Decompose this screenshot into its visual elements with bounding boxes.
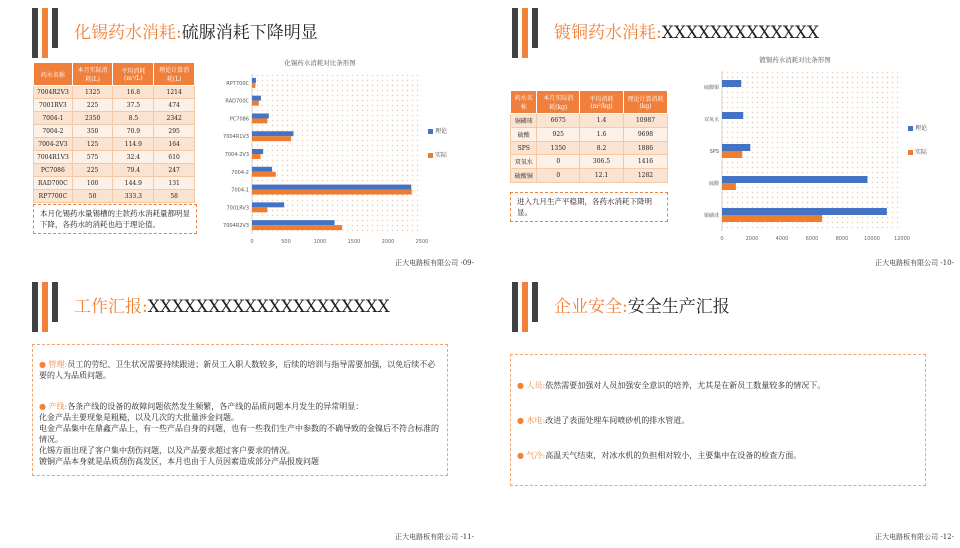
table-cell: 575	[72, 151, 113, 164]
table-cell: 225	[72, 164, 113, 177]
y-tick-label: RAD700C	[225, 98, 249, 105]
legend-item	[908, 147, 927, 156]
table-cell: 2350	[72, 112, 113, 125]
legend-swatch	[908, 126, 913, 131]
table-cell: PC7086	[34, 164, 73, 177]
slide-title: 化锡药水消耗:硫脲消耗下降明显	[74, 23, 318, 43]
table-cell: 37.5	[113, 99, 154, 112]
y-tick-label: SPS	[709, 149, 719, 155]
bar-theory	[252, 113, 269, 118]
legend-swatch	[428, 129, 433, 134]
table-header: 平均消耗(m²/kg)	[579, 91, 623, 114]
bar-chart	[210, 58, 470, 248]
y-tick-label: 硫酸铜	[703, 85, 719, 91]
table-cell: 1282	[624, 169, 668, 183]
safety-item-cooling: ● 气冷:高温天气结束，对冰水机的负担相对较小，主要集中在设备的检查方面。	[517, 451, 802, 460]
table-row	[34, 86, 195, 99]
table-cell: 6675	[537, 114, 580, 128]
table-header: 平均消耗(m²/L)	[113, 63, 154, 86]
x-tick-label: 4000	[775, 236, 789, 242]
y-tick-label: 铜磷球	[703, 213, 719, 219]
table-cell: 32.4	[113, 151, 154, 164]
table-cell: 350	[72, 125, 113, 138]
bar-theory	[252, 220, 335, 225]
y-tick-label: RP7700C	[226, 80, 249, 87]
table-cell: 10987	[624, 114, 668, 128]
x-tick-label: 8000	[835, 236, 849, 242]
table-cell: 58	[154, 190, 195, 203]
bar-actual	[252, 118, 267, 123]
y-tick-label: PC7086	[229, 116, 249, 123]
bar-theory	[252, 131, 293, 136]
table-cell: 双氧水	[511, 155, 537, 169]
table-cell: 306.5	[579, 155, 623, 169]
table-cell: 225	[72, 99, 113, 112]
table-cell: 7004-2	[34, 125, 73, 138]
table-cell: 79.4	[113, 164, 154, 177]
x-tick-label: 2000	[381, 239, 395, 245]
y-tick-label: 硫酸	[708, 181, 719, 187]
decor-bars	[32, 282, 72, 332]
x-tick-label: 2000	[745, 236, 759, 242]
table-cell: 8.5	[113, 112, 154, 125]
table-cell: 7004R1V3	[34, 151, 73, 164]
table-cell: 1325	[72, 86, 113, 99]
x-tick-label: 10000	[864, 236, 880, 242]
bar-actual	[252, 154, 261, 159]
slide-11	[0, 274, 480, 548]
table-cell: SPS	[511, 142, 537, 155]
bar-theory	[252, 202, 284, 207]
table-cell: 7004-1	[34, 112, 73, 125]
legend-label: 实际	[915, 149, 928, 157]
bar-actual	[722, 183, 736, 190]
table-row	[511, 155, 668, 169]
bar-theory	[722, 144, 750, 151]
table-cell: 8.2	[579, 142, 623, 155]
table-cell: 164	[154, 138, 195, 151]
decor-bars	[512, 8, 552, 58]
bar-theory	[252, 167, 272, 172]
bar-theory	[722, 112, 743, 119]
table-cell: RP7700C	[34, 190, 73, 203]
table-row	[34, 125, 195, 138]
decor-bars	[512, 282, 552, 332]
bar-actual	[722, 215, 822, 222]
bar-theory	[722, 80, 741, 87]
table-cell: 1886	[624, 142, 668, 155]
table-cell: 247	[154, 164, 195, 177]
table-cell: 144.9	[113, 177, 154, 190]
table-cell: 125	[72, 138, 113, 151]
table-cell: 610	[154, 151, 195, 164]
x-tick-label: 6000	[805, 236, 819, 242]
table-cell: 铜磷球	[511, 114, 537, 128]
table-header: 药水名称	[511, 91, 537, 114]
table-row	[34, 164, 195, 177]
x-tick-label: 2500	[415, 239, 429, 245]
table-row	[34, 151, 195, 164]
bar-theory	[252, 96, 261, 101]
legend-label: 理论	[915, 125, 928, 133]
table-cell: 0	[537, 169, 580, 183]
report-item-management: ● 管理:员工的劳纪、卫生状况需要持续跟进；新员工入职人数较多，后续的培训与指导需要加强，以免后续不必要的人为品质问题。	[39, 360, 436, 380]
summary-note: 进入九月生产平稳期，各药水消耗下降明显。	[510, 192, 668, 222]
slide-title: 企业安全:安全生产汇报	[554, 297, 730, 317]
safety-item-utilities: ● 水电:改进了表面处理车间喷砂机的排水管道。	[517, 416, 690, 425]
chart-title: 镀铜药水消耗对比条形图	[759, 56, 831, 64]
table-cell: 1214	[154, 86, 195, 99]
table-cell: 114.9	[113, 138, 154, 151]
table-cell: 2342	[154, 112, 195, 125]
table-header: 本月实际消耗(kg)	[537, 91, 580, 114]
table-row	[511, 142, 668, 155]
table-cell: 925	[537, 128, 580, 142]
table-header: 本月实际消耗(L)	[72, 63, 113, 86]
page-footer: 正大电路板有限公司 -12-	[875, 533, 954, 541]
y-tick-label: 7004R1V3	[223, 134, 249, 141]
table-cell: 333.3	[113, 190, 154, 203]
summary-note: 本月化锡药水量锡槽的主款药水消耗量都明显下降，各药水的消耗也趋于理论值。	[33, 204, 197, 234]
table-row	[34, 138, 195, 151]
table-cell: 70.9	[113, 125, 154, 138]
table-cell: 7001RV3	[34, 99, 73, 112]
bar-actual	[252, 83, 255, 88]
table-cell: 1350	[537, 142, 580, 155]
table-cell: 100	[72, 177, 113, 190]
table-header: 理论计算消耗(L)	[154, 63, 195, 86]
x-tick-label: 0	[250, 239, 254, 245]
table-cell: 12.1	[579, 169, 623, 183]
legend-item	[428, 150, 447, 159]
legend-label: 实际	[435, 152, 448, 160]
table-row	[511, 169, 668, 183]
decor-bars	[32, 8, 72, 58]
x-tick-label: 12000	[894, 236, 910, 242]
table-cell: 硫酸	[511, 128, 537, 142]
slide-title: 镀铜药水消耗:XXXXXXXXXXXXX	[554, 23, 820, 43]
chart-title: 化锡药水消耗对比条形图	[284, 59, 356, 67]
table-header: 理论计算消耗(kg)	[624, 91, 668, 114]
table-cell: 295	[154, 125, 195, 138]
table-row	[34, 112, 195, 125]
bar-theory	[722, 176, 867, 183]
table-cell: 0	[537, 155, 580, 169]
consumption-table	[510, 90, 668, 183]
safety-item-personnel: ● 人员:依然需要加强对人员加强安全意识的培养，尤其是在新员工数量较多的情况下。	[517, 381, 826, 390]
bar-actual	[252, 207, 267, 212]
table-row	[511, 128, 668, 142]
table-row	[34, 99, 195, 112]
legend-label: 理论	[435, 128, 448, 136]
table-cell: 1.6	[579, 128, 623, 142]
bar-theory	[252, 149, 263, 154]
table-cell: 131	[154, 177, 195, 190]
y-tick-label: 7001RV3	[226, 205, 249, 212]
table-cell: 硫酸铜	[511, 169, 537, 183]
table-cell: 1.4	[579, 114, 623, 128]
plot-area	[252, 74, 422, 234]
x-tick-label: 1500	[347, 239, 361, 245]
bar-theory	[252, 78, 256, 83]
x-tick-label: 500	[281, 239, 291, 245]
table-row	[34, 190, 195, 203]
bar-actual	[252, 172, 276, 177]
bar-theory	[722, 208, 887, 215]
table-row	[511, 114, 668, 128]
page-footer: 正大电路板有限公司 -10-	[875, 259, 954, 267]
table-cell: 1416	[624, 155, 668, 169]
x-tick-label: 1000	[313, 239, 327, 245]
y-tick-label: 7004-2	[231, 169, 249, 176]
report-item-production: ● 产线:各条产线的设备的故障问题依然发生频繁，各产线的品质问题本月发生的异常明显： 化金产品主要现象是粗糙，以及几次的大批量涉金问题。 电金产品集中在鼎鑫产品上，有一些产品自身的问题，也有一些我们生产中参数的不确导致的金镍后不符合标准的情况。 化锡方面出现了客户集中刮伤问题，以及产品要求超过客户要求的情况。 镀铜产品本身就是品质刮伤高发区，本月也由于人员因素造成部分产品报废问题	[39, 402, 439, 466]
bar-actual	[252, 101, 259, 106]
table-cell: 474	[154, 99, 195, 112]
y-tick-label: 7004-2V3	[224, 152, 249, 158]
page-footer: 正大电路板有限公司 -11-	[395, 533, 474, 541]
table-cell: 9698	[624, 128, 668, 142]
table-cell: RAD700C	[34, 177, 73, 190]
table-cell: 7004R2V3	[34, 86, 73, 99]
bar-actual	[252, 136, 291, 141]
legend-item	[908, 123, 927, 132]
y-tick-label: 7004R2V3	[223, 223, 249, 230]
bar-chart	[680, 55, 950, 245]
y-tick-label: 双氧水	[703, 117, 719, 123]
safety-box	[510, 354, 926, 486]
legend-item	[428, 126, 447, 135]
slide-09	[0, 0, 480, 274]
table-row	[34, 177, 195, 190]
bar-theory	[252, 185, 411, 190]
legend-swatch	[428, 153, 433, 158]
x-tick-label: 0	[720, 236, 724, 242]
bar-actual	[252, 190, 412, 195]
legend-swatch	[908, 150, 913, 155]
report-box	[32, 344, 448, 476]
table-cell: 7004-2V3	[34, 138, 73, 151]
bar-actual	[722, 151, 742, 158]
table-cell: 50	[72, 190, 113, 203]
table-header: 药水名称	[34, 63, 73, 86]
bar-actual	[252, 225, 342, 230]
consumption-table	[33, 62, 195, 203]
slide-title: 工作汇报:XXXXXXXXXXXXXXXXXXXX	[74, 297, 390, 317]
table-cell: 16.8	[113, 86, 154, 99]
y-tick-label: 7004-1	[231, 187, 249, 194]
page-footer: 正大电路板有限公司 -09-	[395, 259, 474, 267]
slide-12	[480, 274, 960, 548]
slide-10	[480, 0, 960, 274]
